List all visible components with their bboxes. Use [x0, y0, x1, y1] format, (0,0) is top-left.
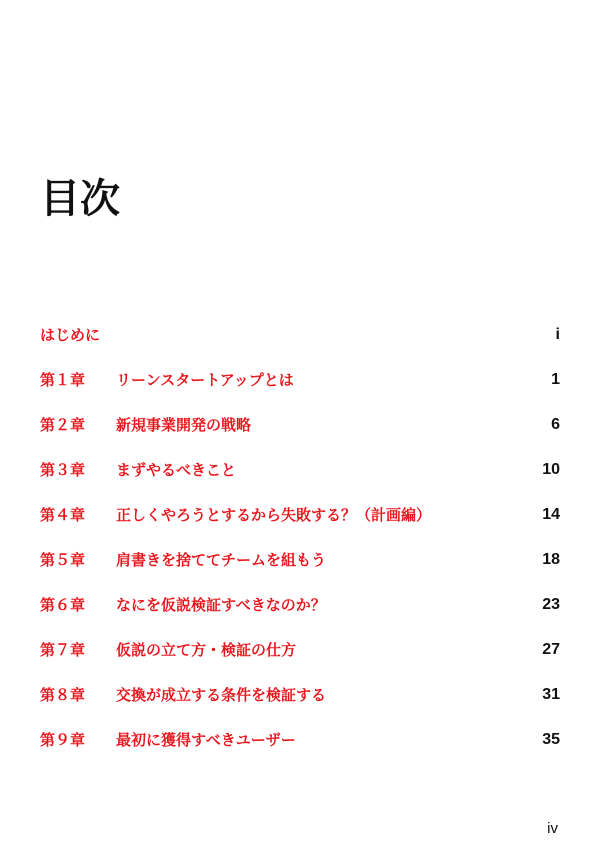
- toc-entry-title: リーンスタートアップとは: [116, 371, 294, 389]
- toc-entry-page: 10: [542, 461, 560, 478]
- toc-entry-chapter-7[interactable]: [40, 640, 560, 685]
- toc-entry-chapter-5[interactable]: [40, 550, 560, 595]
- toc-entry-chapter-2[interactable]: [40, 415, 560, 460]
- toc-entry-chapter: 第４章: [40, 506, 86, 524]
- toc-entry-title: 新規事業開発の戦略: [116, 416, 252, 434]
- toc-entry-chapter-3[interactable]: [40, 460, 560, 505]
- toc-entry-chapter: 第２章: [40, 416, 86, 434]
- toc-entry-chapter-9[interactable]: [40, 730, 560, 775]
- toc-entry-chapter-8[interactable]: [40, 685, 560, 730]
- toc-entry-page: 23: [542, 596, 560, 613]
- toc-entry-title: はじめに: [40, 326, 101, 344]
- toc-entry-page: 14: [542, 506, 560, 523]
- toc-entry-chapter: 第８章: [40, 686, 86, 704]
- toc-entry-page: 6: [551, 416, 560, 433]
- toc-entry-intro[interactable]: [40, 325, 560, 370]
- toc-entry-page: 27: [542, 641, 560, 658]
- toc-entry-chapter: 第５章: [40, 551, 86, 569]
- toc-entry-title: 最初に獲得すべきユーザー: [116, 731, 296, 749]
- page-title: 目次: [40, 176, 120, 222]
- page-number: iv: [547, 820, 558, 837]
- toc-entry-chapter-1[interactable]: [40, 370, 560, 415]
- toc-entry-title: 肩書きを捨ててチームを組もう: [116, 551, 327, 569]
- toc-entry-page: 31: [542, 686, 560, 703]
- toc-entry-chapter: 第１章: [40, 371, 86, 389]
- toc-entry-chapter-6[interactable]: [40, 595, 560, 640]
- toc-entry-page: 35: [542, 731, 560, 748]
- toc-entry-chapter: 第７章: [40, 641, 86, 659]
- toc-entry-title: まずやるべきこと: [116, 461, 237, 479]
- toc-entry-chapter: 第９章: [40, 731, 86, 749]
- toc-entry-page: 18: [542, 551, 560, 568]
- toc-entry-page: i: [555, 326, 560, 343]
- toc-entry-title: 正しくやろうとするから失敗する？（計画編）: [116, 506, 432, 524]
- toc-entry-title: 交換が成立する条件を検証する: [116, 686, 327, 704]
- toc-entry-chapter: 第３章: [40, 461, 86, 479]
- toc-entry-title: 仮説の立て方・検証の仕方: [116, 641, 297, 659]
- toc-entry-page: 1: [551, 371, 560, 388]
- toc-entry-title: なにを仮説検証すべきなのか？: [116, 596, 326, 614]
- table-of-contents: [40, 325, 560, 775]
- toc-entry-chapter: 第６章: [40, 596, 86, 614]
- toc-entry-chapter-4[interactable]: [40, 505, 560, 550]
